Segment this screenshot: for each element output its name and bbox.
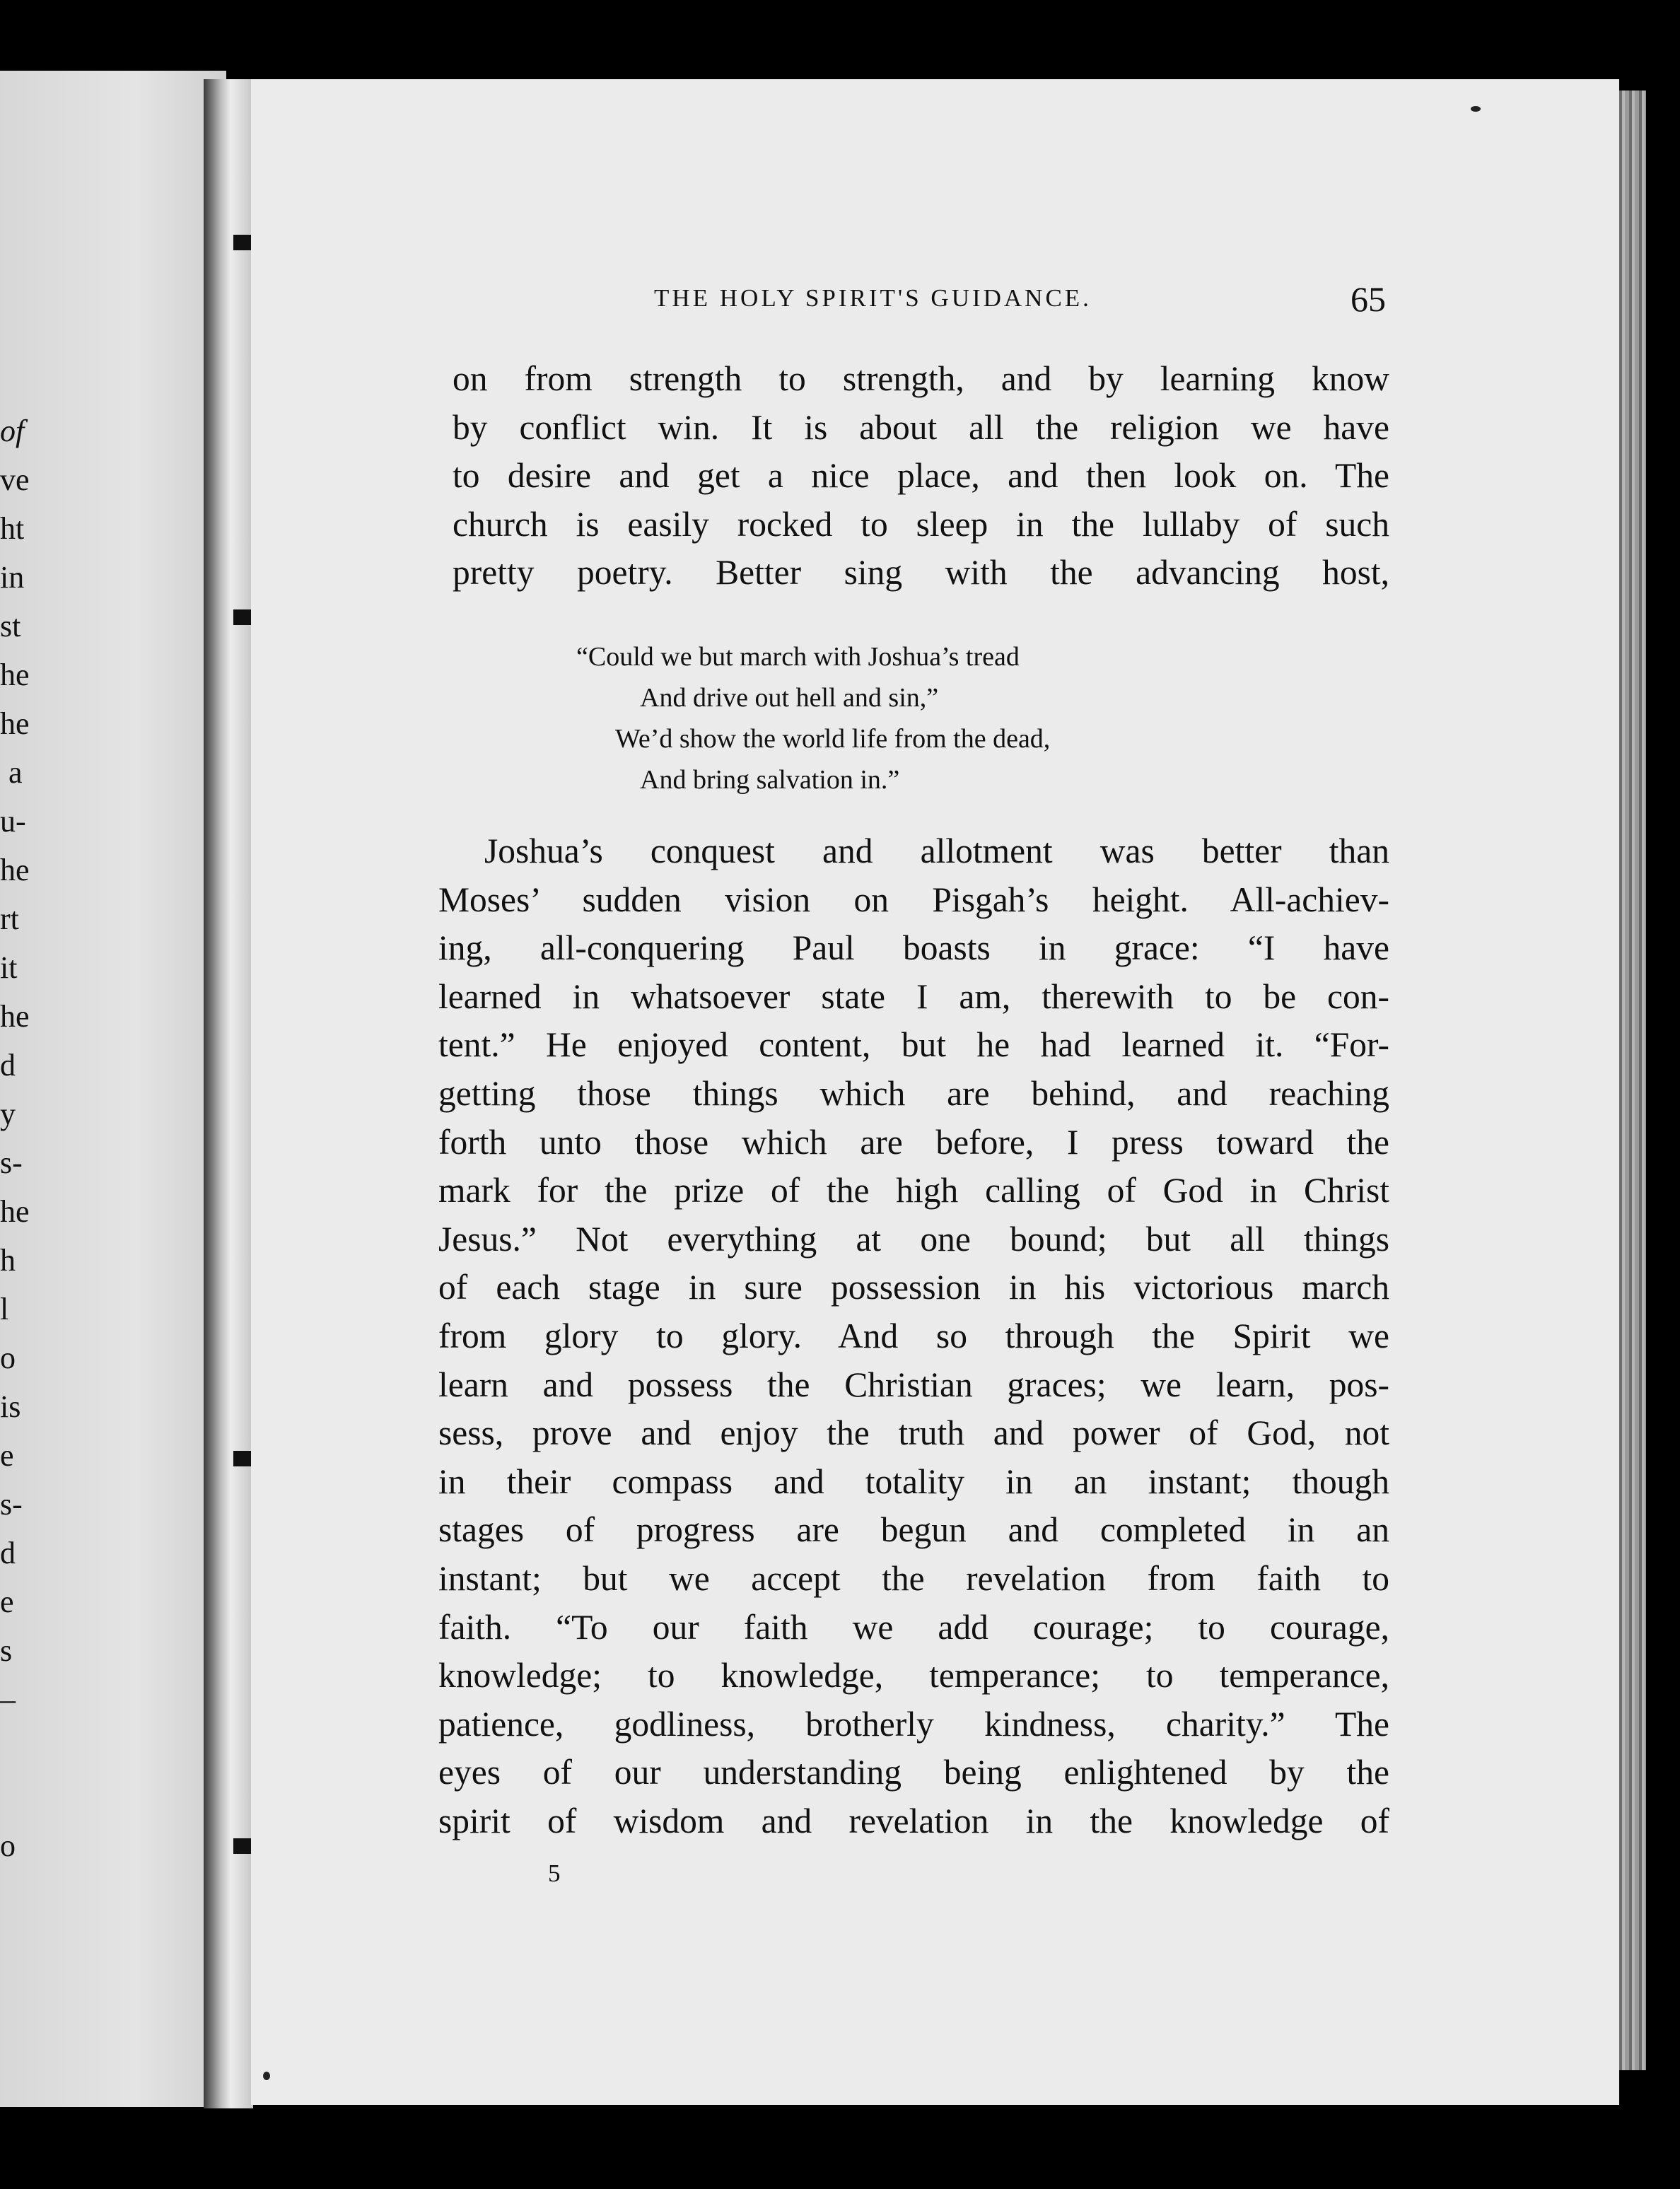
left-fragment: s xyxy=(0,1633,13,1668)
text-line: on from strength to strength, and by learning know xyxy=(453,359,1389,398)
left-page-text-fragments xyxy=(0,407,42,1870)
left-fragment: u- xyxy=(0,804,26,839)
signature-mark: 5 xyxy=(548,1860,561,1887)
left-fragment: d xyxy=(0,1048,16,1082)
left-fragment: is xyxy=(0,1389,21,1424)
text-line: patience, godliness, brotherly kindness, charity.” The xyxy=(438,1704,1389,1744)
text-line: in their compass and totality in an instant; though xyxy=(438,1461,1389,1501)
left-fragment: it xyxy=(0,950,18,985)
left-fragment: a xyxy=(8,755,23,790)
verse-line: We’d show the world life from the dead, xyxy=(615,724,1051,754)
left-fragment: he xyxy=(0,853,30,887)
left-page xyxy=(0,71,226,2107)
text-line: learned in whatsoever state I am, therewith to be con- xyxy=(438,976,1389,1016)
text-line: by conflict win. It is about all the religion we have xyxy=(453,407,1389,447)
text-line: getting those things which are behind, and reaching xyxy=(438,1073,1389,1113)
left-fragment: s- xyxy=(0,1487,23,1522)
left-fragment: e xyxy=(0,1438,14,1473)
left-fragment: rt xyxy=(0,901,19,936)
text-line: sess, prove and enjoy the truth and power of God, not xyxy=(438,1413,1389,1453)
scan-speck xyxy=(263,2072,270,2080)
left-fragment: e xyxy=(0,1584,14,1619)
left-fragment: he xyxy=(0,999,30,1034)
scan-speck xyxy=(1471,106,1481,112)
text-line: pretty poetry. Better sing with the advancing host, xyxy=(453,553,1389,593)
text-line: Moses’ sudden vision on Pisgah’s height. All-achiev- xyxy=(438,880,1389,919)
text-line: faith. “To our faith we add courage; to courage, xyxy=(438,1607,1389,1647)
left-fragment: of xyxy=(0,414,25,448)
left-fragment: he xyxy=(0,706,30,741)
text-line: mark for the prize of the high calling of God in Christ xyxy=(438,1171,1389,1210)
left-fragment: y xyxy=(0,1097,16,1131)
book-gutter xyxy=(204,79,253,2108)
text-line: knowledge; to knowledge, temperance; to temperance, xyxy=(438,1656,1389,1695)
left-fragment: o xyxy=(0,1828,16,1863)
left-fragment: ht xyxy=(0,511,25,546)
left-fragment: d xyxy=(0,1536,16,1570)
text-line: from glory to glory. And so through the Spirit we xyxy=(438,1316,1389,1355)
text-line: instant; but we accept the revelation from faith to xyxy=(438,1558,1389,1598)
left-fragment xyxy=(0,1773,42,1821)
running-head: THE HOLY SPIRIT'S GUIDANCE. xyxy=(654,284,1092,312)
verse-line: And drive out hell and sin,” xyxy=(640,683,939,713)
left-fragment: ve xyxy=(0,462,30,497)
text-line: spirit of wisdom and revelation in the knowledge of xyxy=(438,1801,1389,1840)
left-fragment: st xyxy=(0,609,21,643)
text-line: Jesus.” Not everything at one bound; but all things xyxy=(438,1219,1389,1259)
text-line: Joshua’s conquest and allotment was better than xyxy=(484,831,1389,870)
left-fragment: in xyxy=(0,560,25,595)
left-fragment: he xyxy=(0,658,30,692)
text-line: tent.” He enjoyed content, but he had learned it. “For- xyxy=(438,1025,1389,1065)
left-fragment: – xyxy=(0,1682,16,1717)
page-number: 65 xyxy=(1351,279,1386,319)
verse-quotation xyxy=(0,636,1050,800)
paragraph-joshua xyxy=(438,827,1389,1845)
text-line: forth unto those which are before, I press toward the xyxy=(438,1122,1389,1162)
verse-line: “Could we but march with Joshua’s tread xyxy=(576,642,1020,672)
left-fragment xyxy=(0,1724,42,1773)
binding-stitch xyxy=(233,235,253,250)
left-fragment: h xyxy=(0,1243,16,1278)
left-fragment: he xyxy=(0,1194,30,1229)
text-line: church is easily rocked to sleep in the lullaby of such xyxy=(453,504,1389,544)
left-fragment: o xyxy=(0,1341,16,1375)
text-line: stages of progress are begun and completed in an xyxy=(438,1510,1389,1550)
binding-stitch xyxy=(233,609,253,625)
text-line: to desire and get a nice place, and then look on. The xyxy=(453,456,1389,496)
text-line: learn and possess the Christian graces; we learn, pos- xyxy=(438,1365,1389,1404)
verse-line: And bring salvation in.” xyxy=(640,765,900,795)
paragraph-continuation xyxy=(453,355,1389,597)
left-fragment: s- xyxy=(0,1145,23,1180)
text-line: of each stage in sure possession in his victorious march xyxy=(438,1268,1389,1307)
text-line: ing, all-conquering Paul boasts in grace: “I have xyxy=(438,928,1389,968)
left-fragment: l xyxy=(0,1292,9,1326)
binding-stitch xyxy=(233,1451,253,1466)
text-line: eyes of our understanding being enlightened by the xyxy=(438,1753,1389,1792)
binding-stitch xyxy=(233,1838,253,1854)
